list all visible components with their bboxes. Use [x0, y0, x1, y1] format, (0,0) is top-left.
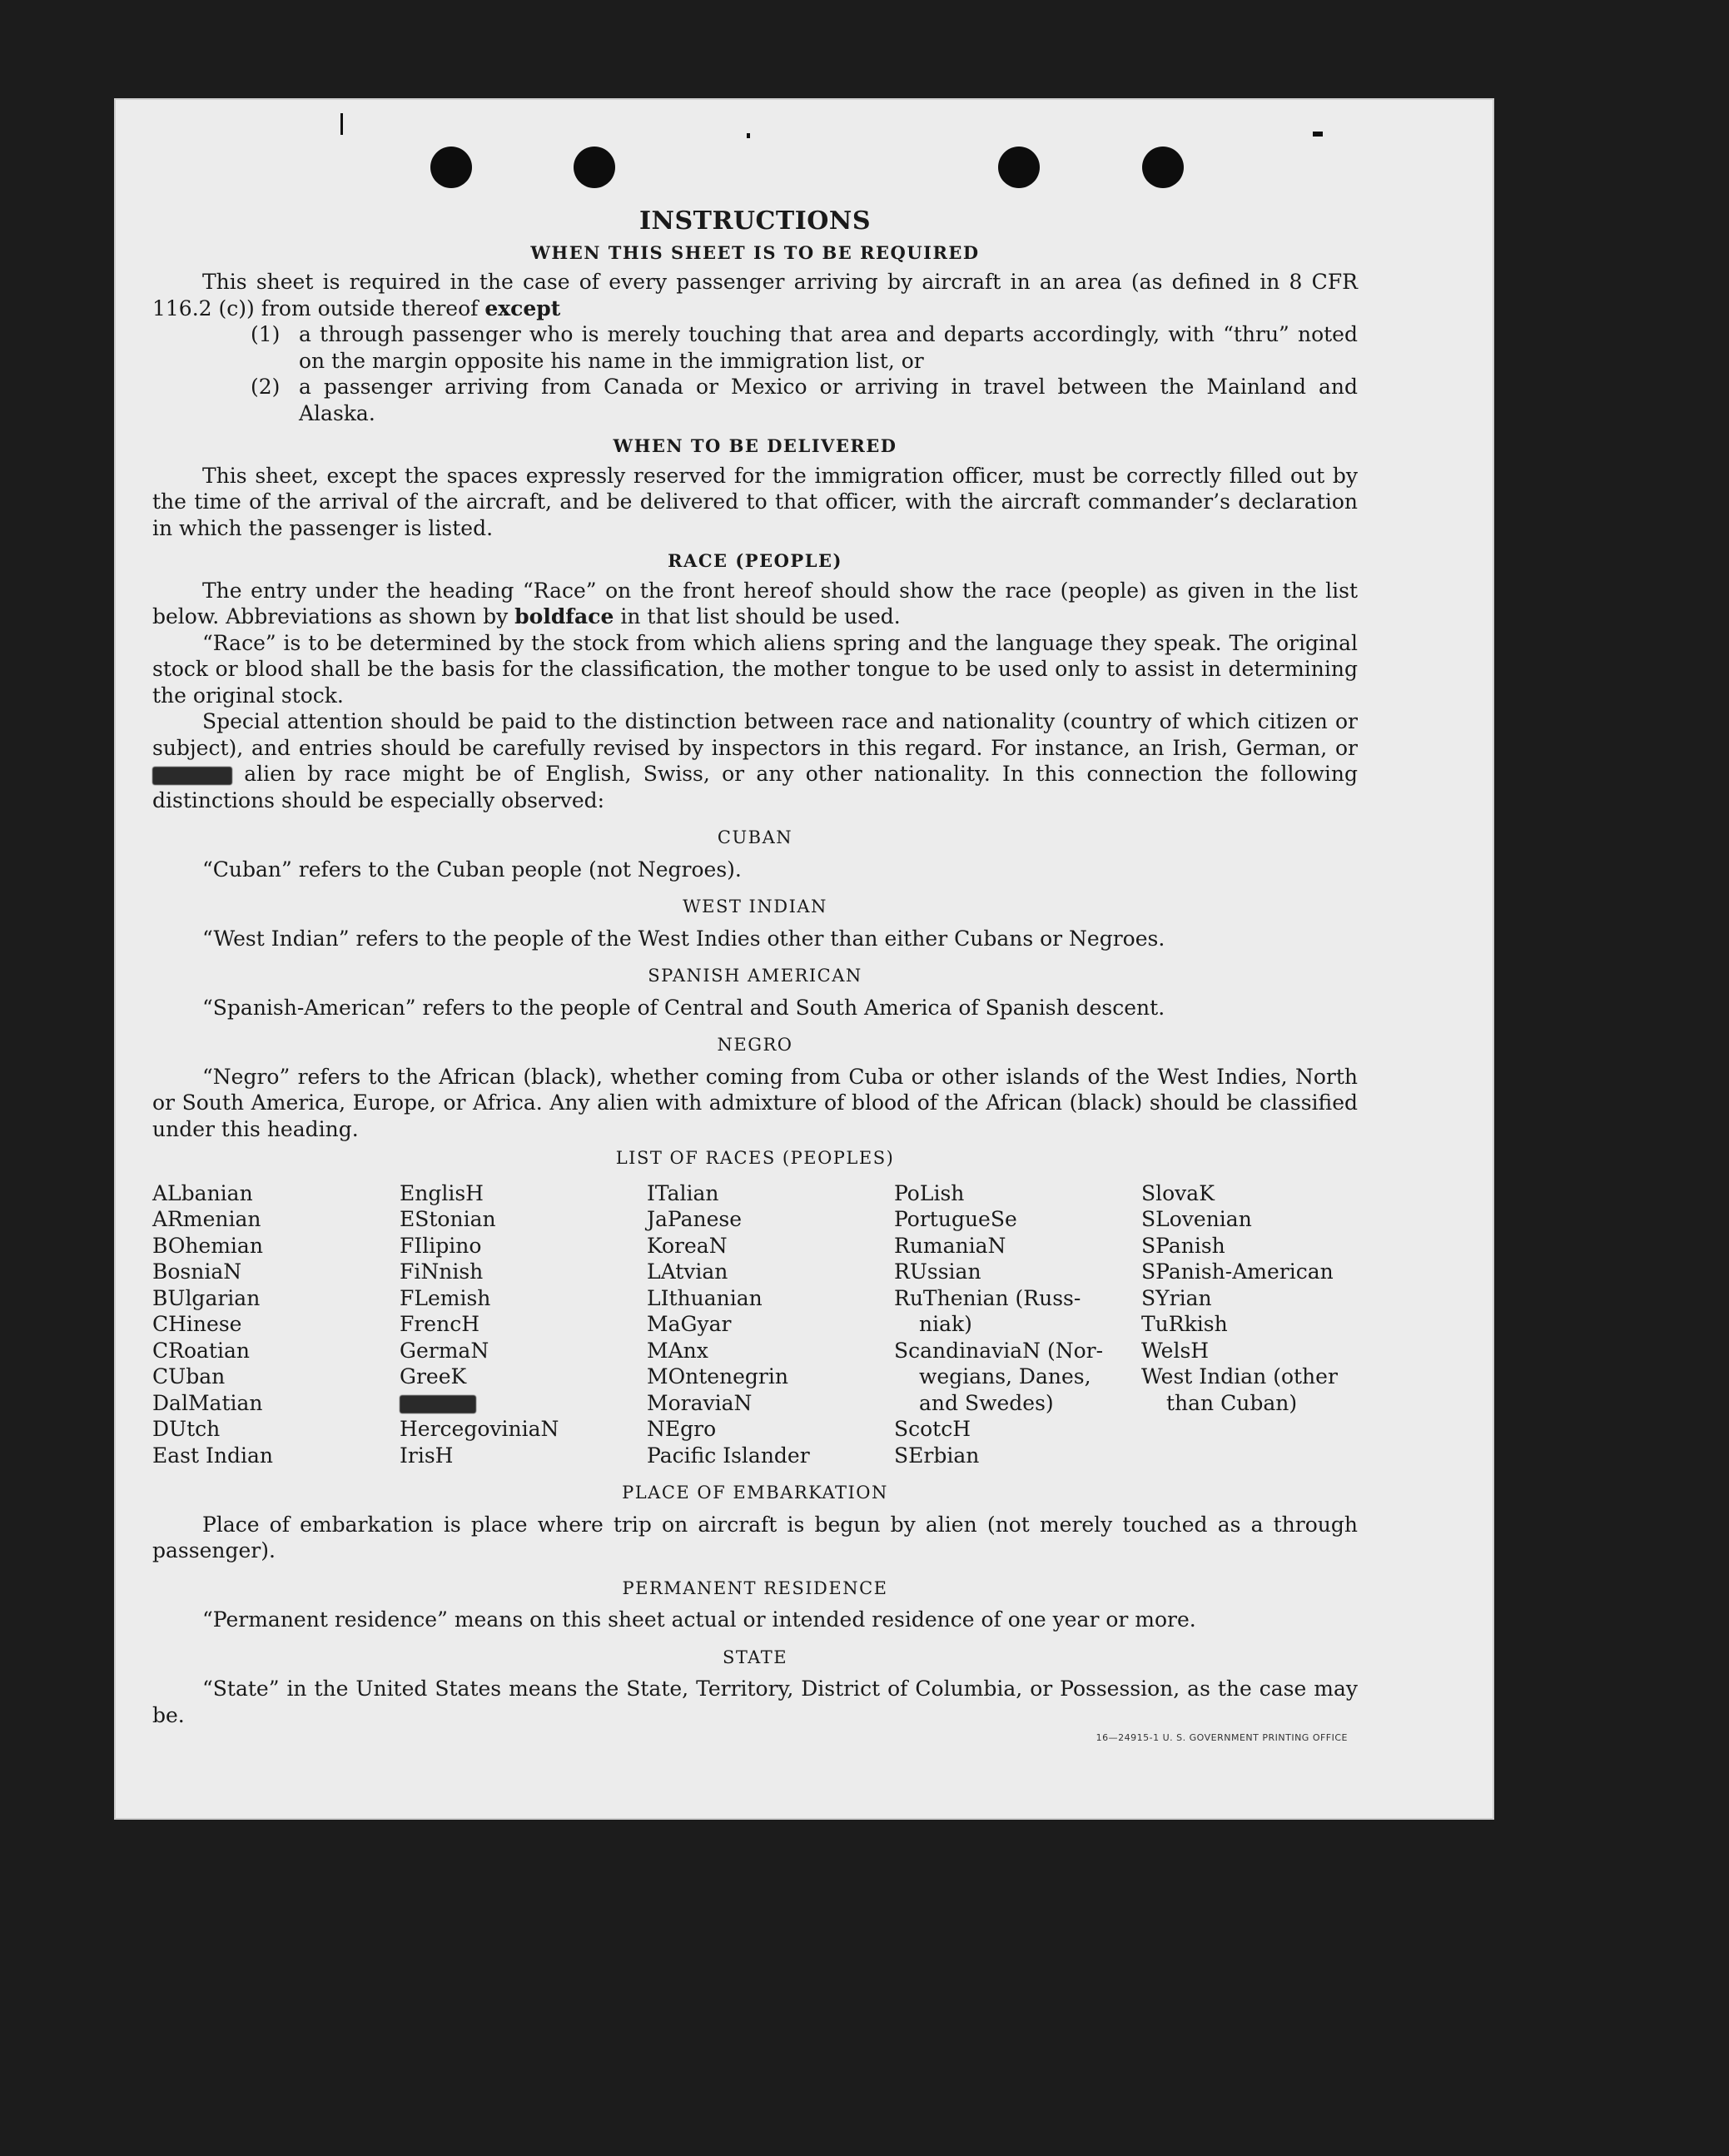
race-list-item: SYrian	[1141, 1285, 1212, 1310]
race-list-item: FrencH	[400, 1312, 479, 1336]
race-list-item: DUtch	[152, 1417, 221, 1441]
race-list-item: LIthuanian	[647, 1285, 763, 1310]
race-list-item: PoLish	[894, 1180, 965, 1205]
embarkation-text: Place of embarkation is place where trip on aircraft is begun by alien (not merely touched as a through passenger).	[152, 1512, 1358, 1562]
race-list-item: FLemish	[400, 1285, 491, 1310]
race-paragraph: “Race” is to be determined by the stock from which aliens spring and the language they speak. The original stock or blood shall be the basis for the classification, the mother tongue to be used only to assist in determining the original stock.	[152, 630, 1358, 708]
when-required-intro: This sheet is required in the case of every passenger arriving by aircraft in an area (as defined in 8 CFR 116.2 (c)) from outside thereof except	[152, 270, 1358, 320]
race-column	[152, 1180, 400, 1469]
race-list-item: MoraviaN	[647, 1390, 753, 1415]
exception-item: (1) a through passenger who is merely touching that area and departs accordingly, with “thru” noted on the margin opposite his name in the immigration list, or	[251, 322, 1358, 373]
instructions-body	[152, 208, 1358, 1728]
section-heading-negro: NEGRO	[717, 1035, 793, 1055]
residence-text: “Permanent residence” means on this sheet actual or intended residence of one year or more.	[202, 1607, 1196, 1632]
race-paragraph: The entry under the heading “Race” on the front hereof should show the race (people) as given in the list below. Abbreviations as shown by boldface in that list should be used.	[152, 578, 1358, 628]
punch-hole	[998, 147, 1040, 188]
race-list-item: FiNnish	[400, 1259, 484, 1284]
cuban-text: “Cuban” refers to the Cuban people (not Negroes).	[202, 857, 742, 882]
state-text: “State” in the United States means the State, Territory, District of Columbia, or Possession, as the case may be.	[152, 1677, 1358, 1727]
race-list-item: PortugueSe	[894, 1207, 1017, 1231]
scan-mark	[340, 113, 343, 135]
race-list-item: MOntenegrin	[647, 1364, 788, 1388]
race-list-item: SPanish-American	[1141, 1259, 1334, 1284]
race-list-item: SlovaK	[1141, 1180, 1215, 1205]
section-heading-when-delivered: WHEN TO BE DELIVERED	[613, 435, 897, 456]
race-list-item: NEgro	[647, 1417, 717, 1441]
race-list-item: WelsH	[1141, 1338, 1210, 1363]
race-list-item: EStonian	[400, 1207, 496, 1231]
race-list-item: RUssian	[894, 1259, 981, 1284]
scan-mark	[1313, 132, 1323, 137]
section-heading-spanish-american: SPANISH AMERICAN	[648, 966, 862, 986]
race-list-item: MaGyar	[647, 1312, 732, 1336]
section-heading-when-required: WHEN THIS SHEET IS TO BE REQUIRED	[530, 241, 980, 263]
section-heading-list-of-races: LIST OF RACES (PEOPLES)	[615, 1148, 895, 1168]
race-list-item: CUban	[152, 1364, 226, 1388]
race-list-item	[400, 1390, 647, 1417]
race-list-item: ARmenian	[152, 1207, 261, 1231]
punch-hole	[574, 147, 615, 188]
race-list-item: BOhemian	[152, 1233, 263, 1258]
race-list-item: MAnx	[647, 1338, 708, 1363]
race-list-item: GreeK	[400, 1364, 467, 1388]
race-list-item: and Swedes)	[919, 1390, 1054, 1415]
race-list-item: SLovenian	[1141, 1207, 1252, 1231]
page-title: INSTRUCTIONS	[639, 206, 871, 236]
section-heading-race: RACE (PEOPLE)	[668, 550, 842, 571]
race-column	[1141, 1180, 1358, 1469]
race-list-item: ScotcH	[894, 1417, 971, 1441]
race-list-item: ALbanian	[152, 1180, 253, 1205]
punch-hole	[430, 147, 472, 188]
race-list-item: TuRkish	[1141, 1312, 1228, 1336]
west-indian-text: “West Indian” refers to the people of the West Indies other than either Cubans or Negroes.	[202, 926, 1165, 951]
section-heading-cuban: CUBAN	[717, 827, 793, 847]
race-list-item: RuThenian (Russ-	[894, 1285, 1081, 1310]
exception-item: (2) a passenger arriving from Canada or Mexico or arriving in travel between the Mainland and Alaska.	[251, 375, 1358, 425]
race-list-item: IrisH	[400, 1443, 454, 1468]
punch-hole	[1142, 147, 1184, 188]
race-list-item: LAtvian	[647, 1259, 728, 1284]
race-list	[152, 1180, 1358, 1469]
race-column	[647, 1180, 894, 1469]
race-list-item: BUlgarian	[152, 1285, 261, 1310]
scan-mark	[747, 133, 750, 138]
race-list-item: Pacific Islander	[647, 1443, 810, 1468]
section-heading-west-indian: WEST INDIAN	[683, 897, 827, 917]
race-paragraph: Special attention should be paid to the distinction between race and nationality (country of which citizen or subject), and entries should be carefully revised by inspectors in this regard. For instance, an Irish, German, or alien by race might be of English, Swiss, or any other nationality. In this connection the following distinctions should be especially observed:	[152, 709, 1358, 812]
race-list-item: SPanish	[1141, 1233, 1225, 1258]
negro-text: “Negro” refers to the African (black), whether coming from Cuba or other islands of the West Indies, North or South America, Europe, or Africa. Any alien with admixture of blood of the African (black) should be classified under this heading.	[152, 1064, 1358, 1141]
race-list-item: ITalian	[647, 1180, 719, 1205]
race-list-item: EnglisH	[400, 1180, 484, 1205]
section-heading-residence: PERMANENT RESIDENCE	[622, 1577, 888, 1598]
document-page	[114, 98, 1494, 1820]
race-list-item: FIlipino	[400, 1233, 482, 1258]
redacted-word	[400, 1395, 476, 1413]
race-list-item: wegians, Danes,	[919, 1364, 1091, 1388]
race-list-item: JaPanese	[647, 1207, 743, 1231]
race-list-item: CHinese	[152, 1312, 242, 1336]
race-list-item: East Indian	[152, 1443, 273, 1468]
redacted-word	[152, 767, 232, 785]
race-list-item: niak)	[919, 1312, 972, 1336]
race-column	[400, 1180, 647, 1469]
race-list-item: DalMatian	[152, 1390, 263, 1415]
section-heading-state: STATE	[722, 1647, 788, 1667]
race-list-item: BosniaN	[152, 1259, 242, 1284]
race-list-item: KoreaN	[647, 1233, 728, 1258]
race-list-item: HercegoviniaN	[400, 1417, 559, 1441]
race-list-item: GermaN	[400, 1338, 489, 1363]
race-column	[894, 1180, 1141, 1469]
race-list-item: SErbian	[894, 1443, 980, 1468]
race-list-item: than Cuban)	[1166, 1390, 1298, 1415]
when-delivered-text: This sheet, except the spaces expressly reserved for the immigration officer, must be correctly filled out by the time of the arrival of the aircraft, and be delivered to that officer, with the aircraft commander’s declaration in which the passenger is listed.	[152, 463, 1358, 540]
race-list-item: West Indian (other	[1141, 1364, 1338, 1388]
section-heading-embarkation: PLACE OF EMBARKATION	[622, 1483, 888, 1503]
race-list-item: RumaniaN	[894, 1233, 1006, 1258]
printing-office-code: 16—24915-1 U. S. GOVERNMENT PRINTING OFFICE	[1096, 1732, 1348, 1743]
race-list-item: CRoatian	[152, 1338, 250, 1363]
spanish-american-text: “Spanish-American” refers to the people of Central and South America of Spanish descent.	[202, 995, 1165, 1020]
race-list-item: ScandinaviaN (Nor-	[894, 1338, 1104, 1363]
